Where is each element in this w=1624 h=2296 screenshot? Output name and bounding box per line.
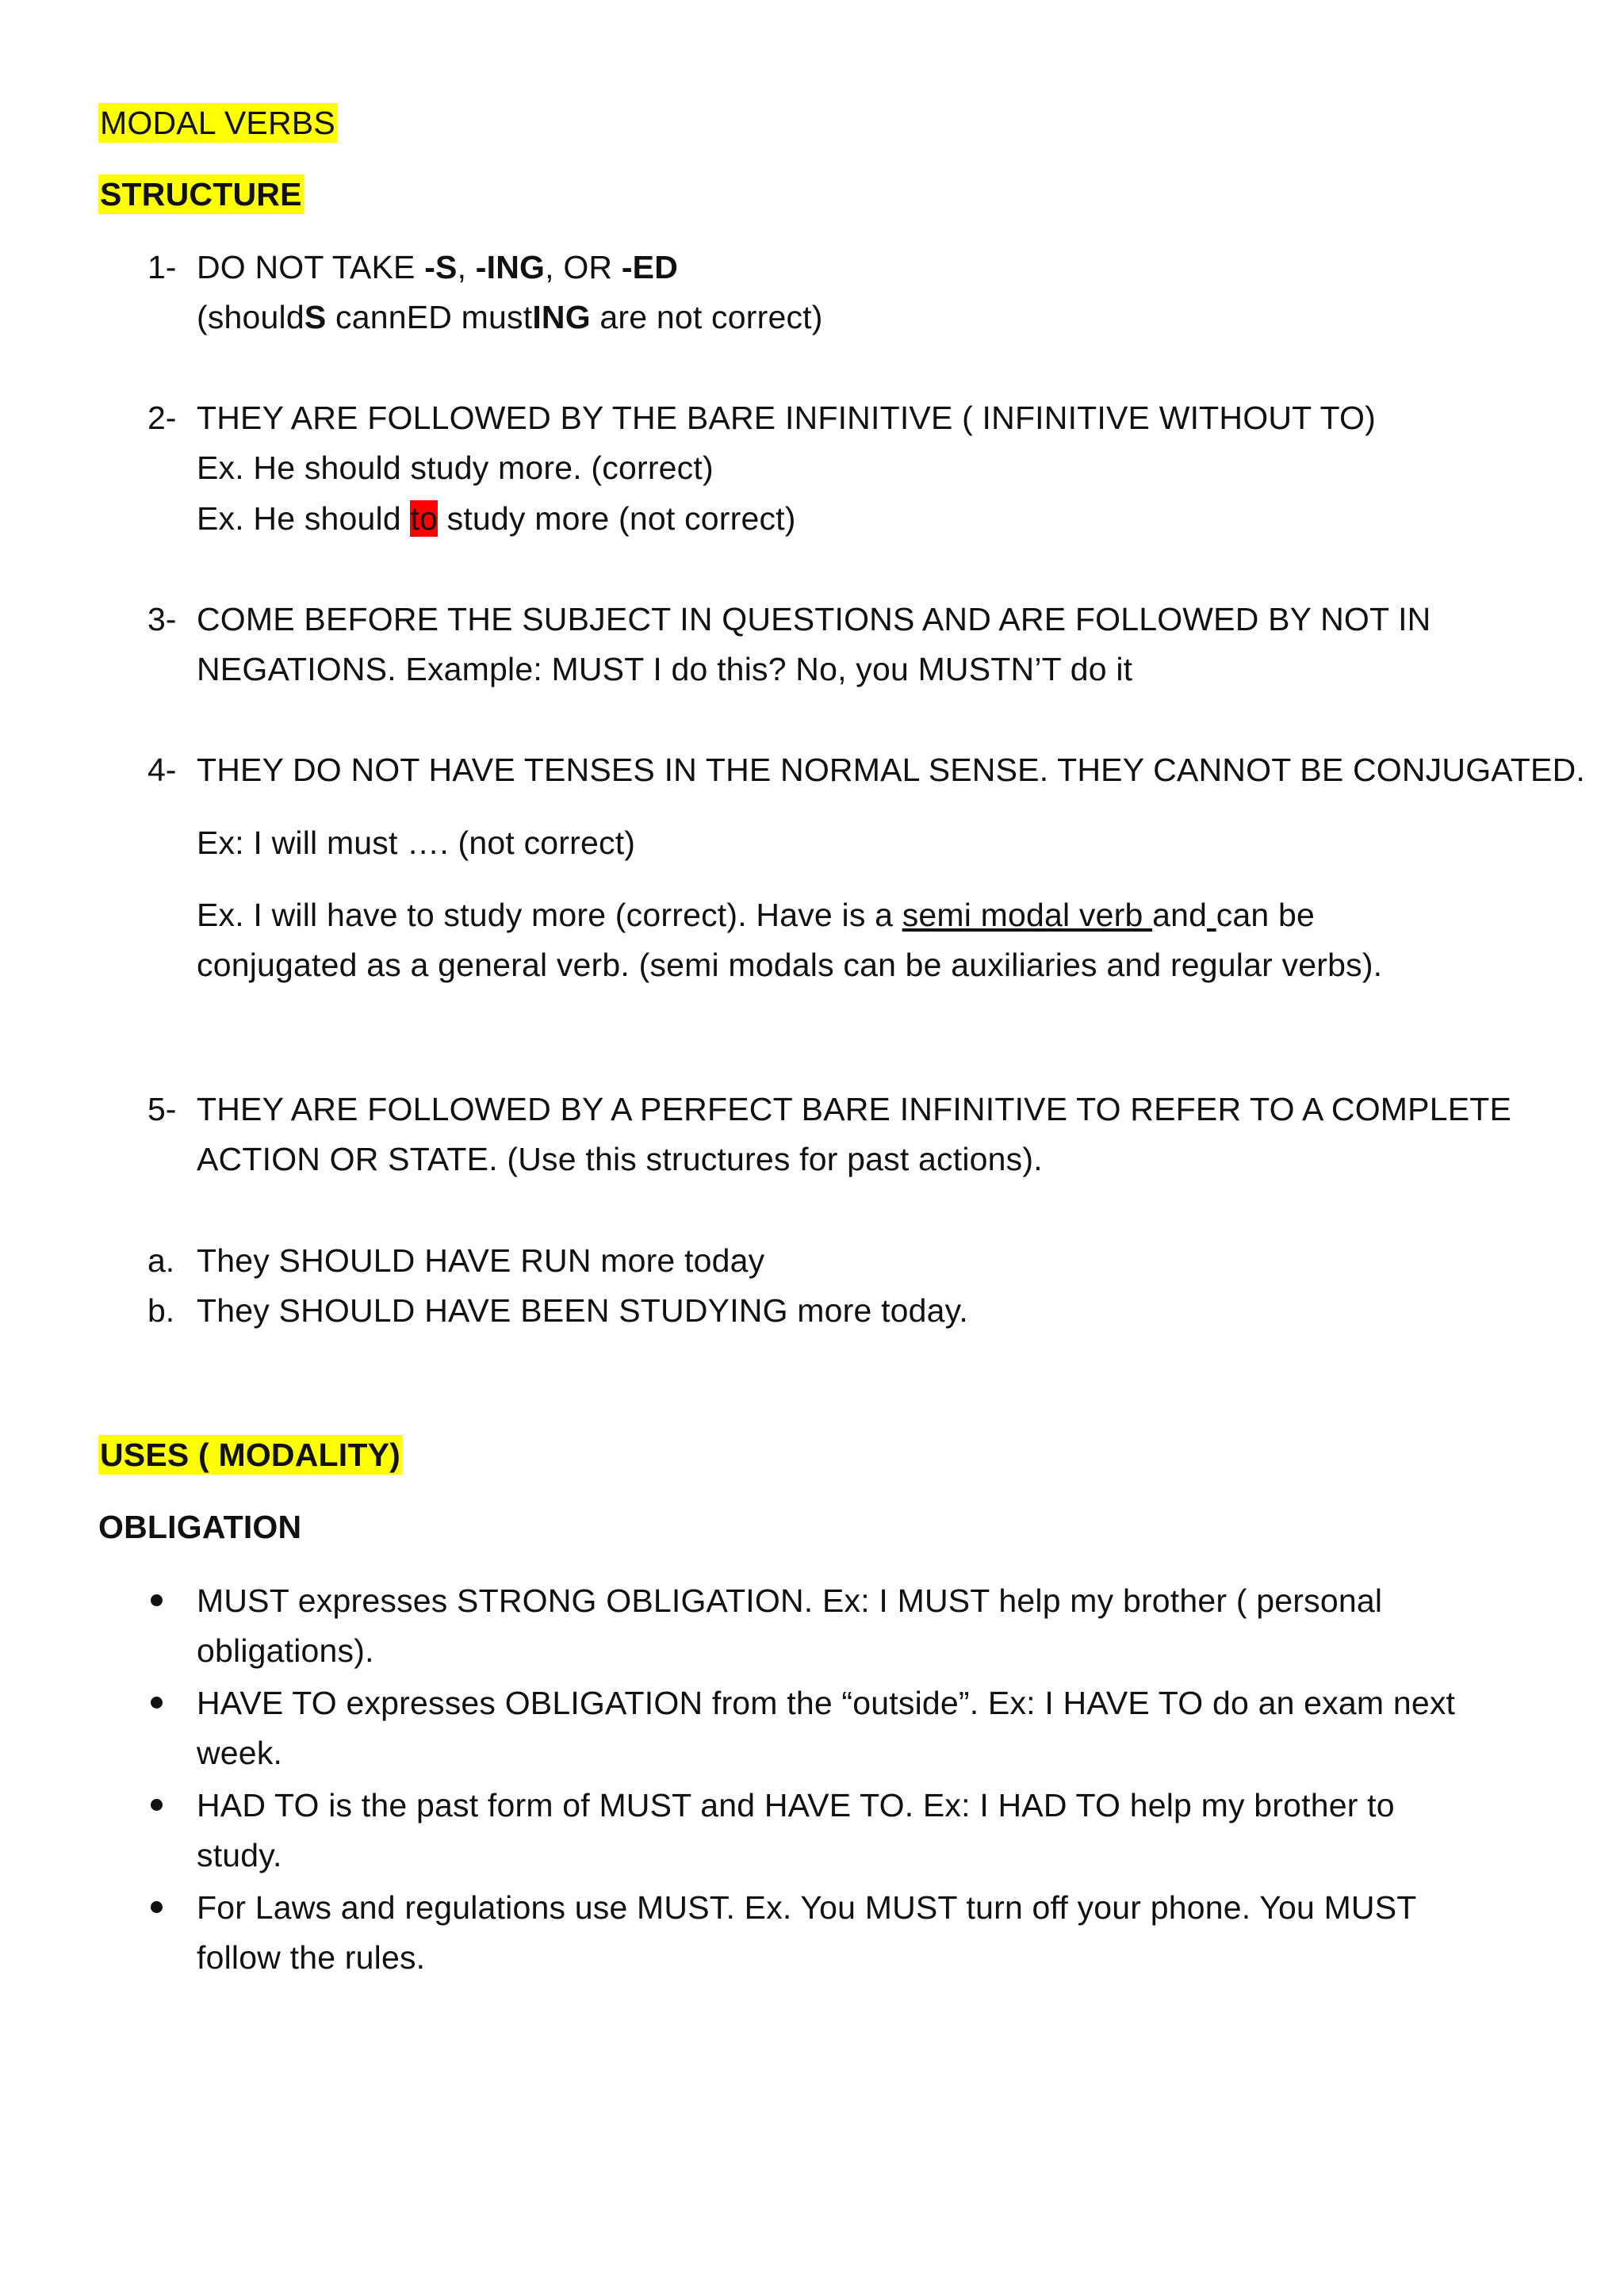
item-4-line-1: THEY DO NOT HAVE TENSES IN THE NORMAL SENSE. THEY CANNOT BE CONJUGATED. (197, 752, 1585, 788)
bullet-2-line-1: HAVE TO expresses OBLIGATION from the “outside”. Ex: I HAVE TO do an exam next (197, 1685, 1456, 1721)
item-5-line-2: ACTION OR STATE. (Use this structures for past actions). (197, 1141, 1043, 1177)
sub-item-label-b: b. (147, 1292, 175, 1329)
uses-heading-text: USES ( MODALITY) (100, 1437, 401, 1473)
structure-heading (98, 173, 304, 216)
document-title (98, 101, 337, 144)
sub-item-b: They SHOULD HAVE BEEN STUDYING more today. (197, 1292, 968, 1329)
item-4-line-2: Ex: I will must …. (not correct) (197, 825, 636, 861)
bullet-icon (151, 1594, 163, 1606)
item-2-line-3: Ex. He should to study more (not correct) (197, 500, 796, 537)
item-number-3: 3- (147, 601, 177, 637)
bullet-icon (151, 1697, 163, 1709)
item-3-line-1: COME BEFORE THE SUBJECT IN QUESTIONS AND ARE FOLLOWED BY NOT IN (197, 601, 1431, 637)
bullet-2-line-2: week. (197, 1735, 283, 1771)
item-4-line-3: Ex. I will have to study more (correct). Have is a semi modal verb and can be (197, 897, 1315, 933)
bullet-4-line-1: For Laws and regulations use MUST. Ex. You MUST turn off your phone. You MUST (197, 1889, 1417, 1926)
sub-item-a: They SHOULD HAVE RUN more today (197, 1242, 765, 1279)
obligation-heading: OBLIGATION (98, 1509, 302, 1545)
structure-heading-text: STRUCTURE (100, 176, 302, 212)
item-2-line-2: Ex. He should study more. (correct) (197, 450, 714, 486)
bullet-3-line-1: HAD TO is the past form of MUST and HAVE TO. Ex: I HAD TO help my brother to (197, 1787, 1395, 1823)
highlighted-to: to (410, 500, 439, 537)
bullet-icon (151, 1901, 163, 1913)
bullet-1-line-1: MUST expresses STRONG OBLIGATION. Ex: I MUST help my brother ( personal (197, 1582, 1383, 1619)
sub-item-label-a: a. (147, 1242, 175, 1279)
item-4-line-4: conjugated as a general verb. (semi modals can be auxiliaries and regular verbs). (197, 947, 1383, 983)
item-2-line-1: THEY ARE FOLLOWED BY THE BARE INFINITIVE ( INFINITIVE WITHOUT TO) (197, 400, 1376, 436)
item-number-4: 4- (147, 752, 177, 788)
bullet-1-line-2: obligations). (197, 1632, 374, 1669)
title-text: MODAL VERBS (100, 105, 335, 141)
item-1-line-2: (shouldS cannED mustING are not correct) (197, 299, 823, 335)
uses-heading (98, 1433, 402, 1476)
item-number-2: 2- (147, 400, 177, 436)
item-1-line-1: DO NOT TAKE -S, -ING, OR -ED (197, 249, 679, 285)
bullet-3-line-2: study. (197, 1837, 282, 1873)
bullet-icon (151, 1799, 163, 1811)
item-number-5: 5- (147, 1091, 177, 1127)
item-5-line-1: THEY ARE FOLLOWED BY A PERFECT BARE INFINITIVE TO REFER TO A COMPLETE (197, 1091, 1512, 1127)
bullet-4-line-2: follow the rules. (197, 1939, 426, 1976)
item-3-line-2: NEGATIONS. Example: MUST I do this? No, you MUSTN’T do it (197, 651, 1133, 687)
item-number-1: 1- (147, 249, 177, 285)
